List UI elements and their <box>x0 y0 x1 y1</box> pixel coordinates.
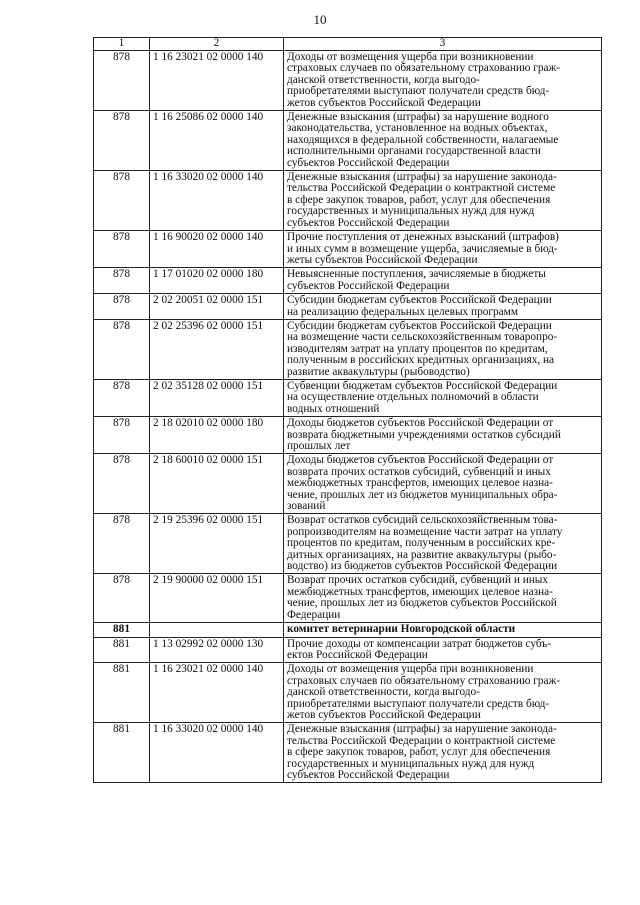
description-line: Субсидии бюджетам субъектов Российской Федерации <box>287 294 552 307</box>
revenue-code-cell: 2 02 25396 02 0000 151 <box>150 319 284 379</box>
table-row <box>94 51 602 111</box>
table-row <box>94 294 602 320</box>
description-line: данской ответственности, когда выгодо- <box>287 686 480 699</box>
description-cell <box>284 514 602 574</box>
description-line: прошлых лет <box>287 440 351 452</box>
description-line: на осуществление отдельных полномочий в области <box>287 391 539 404</box>
section-header-row <box>94 623 602 637</box>
revenue-code-cell: 1 13 02992 02 0000 130 <box>150 637 284 663</box>
description-line: субъектов Российской Федерации <box>287 768 450 781</box>
revenue-code-cell: 1 16 33020 02 0000 140 <box>150 723 284 783</box>
description-cell <box>284 417 602 454</box>
description-line: Федерации <box>287 608 341 621</box>
header-column-3: 3 <box>284 38 602 51</box>
description-line: Доходы бюджетов субъектов Российской Федерации от <box>287 454 554 467</box>
description-line: тельства Российской Федерации о контрактной системе <box>287 182 556 195</box>
revenue-codes-table <box>93 37 602 783</box>
description-cell <box>284 663 602 723</box>
admin-code-cell: 878 <box>94 268 150 294</box>
description-cell <box>284 171 602 231</box>
admin-code-cell: 881 <box>94 623 150 637</box>
description-line: процентов по кредитам, полученным в российских кре- <box>287 537 556 550</box>
description-line: и иных сумм в возмещение ущерба, зачисляемые в бюд- <box>287 242 558 255</box>
revenue-code-cell: 1 17 01020 02 0000 180 <box>150 268 284 294</box>
table-row <box>94 723 602 783</box>
description-line: субъектов Российской Федерации <box>287 156 450 169</box>
page-number: 10 <box>313 12 327 27</box>
table-header-row <box>94 38 602 51</box>
description-line: зований <box>287 500 326 513</box>
description-cell <box>284 111 602 171</box>
admin-code-cell: 878 <box>94 294 150 320</box>
revenue-code-cell: 2 19 25396 02 0000 151 <box>150 514 284 574</box>
admin-code-cell: 881 <box>94 637 150 663</box>
description-cell <box>284 268 602 294</box>
revenue-code-cell: 2 18 60010 02 0000 151 <box>150 454 284 514</box>
description-line: полученным в российских кредитных организациях, на <box>287 354 555 367</box>
description-line: субъектов Российской Федерации <box>287 279 450 292</box>
admin-code-cell: 878 <box>94 319 150 379</box>
description-line: на реализацию федеральных целевых программ <box>287 305 518 318</box>
revenue-code-cell: 2 19 90000 02 0000 151 <box>150 574 284 623</box>
admin-code-cell: 878 <box>94 514 150 574</box>
description-line: Субвенции бюджетам субъектов Российской Федерации <box>287 379 558 392</box>
description-line: Возврат прочих остатков субсидий, субвенций и иных <box>287 574 549 587</box>
table-row <box>94 663 602 723</box>
table-row <box>94 111 602 171</box>
description-cell <box>284 294 602 320</box>
description-line: изводителям затрат на уплату процентов по кредитам, <box>287 342 548 355</box>
description-line: ектов Российской Федерации <box>287 648 428 661</box>
description-line: Субсидии бюджетам субъектов Российской Федерации <box>287 319 552 332</box>
description-line: государственных и муниципальных нужд для нужд <box>287 205 535 218</box>
description-line: Прочие доходы от компенсации затрат бюджетов субъ- <box>287 637 551 650</box>
description-line: субъектов Российской Федерации <box>287 216 450 229</box>
revenue-code-cell: 1 16 25086 02 0000 140 <box>150 111 284 171</box>
description-line: жетов субъектов Российской Федерации <box>287 96 481 109</box>
description-line: жетов субъектов Российской Федерации <box>287 708 481 721</box>
description-line: чение, прошлых лет из бюджетов муниципальных обра- <box>287 488 558 501</box>
description-line: межбюджетных трансфертов, имеющих целевое назна- <box>287 477 553 490</box>
table-row <box>94 319 602 379</box>
revenue-code-cell: 1 16 23021 02 0000 140 <box>150 663 284 723</box>
description-line: страховых случаев по обязательному страхованию граж- <box>287 62 561 75</box>
description-line: чение, прошлых лет из бюджетов субъектов Российской <box>287 597 557 610</box>
description-line: дитных организациях, на развитие аквакультуры (рыбо- <box>287 548 557 561</box>
table-row <box>94 417 602 454</box>
description-line: тельства Российской Федерации о контрактной системе <box>287 734 556 747</box>
description-line: государственных и муниципальных нужд для нужд <box>287 757 535 770</box>
description-line: возврата бюджетными учреждениями остатков субсидий <box>287 428 561 441</box>
description-line: Прочие поступления от денежных взысканий (штрафов) <box>287 231 559 244</box>
description-line: межбюджетных трансфертов, имеющих целевое назна- <box>287 585 553 598</box>
table-body <box>94 51 602 783</box>
description-line: исполнительными органами государственной власти <box>287 145 541 158</box>
admin-code-cell: 878 <box>94 454 150 514</box>
description-line: находящихся в федеральной собственности, налагаемые <box>287 133 559 146</box>
section-title-cell <box>284 623 602 637</box>
revenue-code-cell: 2 02 35128 02 0000 151 <box>150 379 284 416</box>
description-line: водство) из бюджетов субъектов Российской Федерации <box>287 560 558 573</box>
description-cell <box>284 231 602 268</box>
table-row <box>94 574 602 623</box>
admin-code-cell: 878 <box>94 111 150 171</box>
admin-code-cell: 878 <box>94 171 150 231</box>
table-row <box>94 268 602 294</box>
description-line: в сфере закупок товаров, работ, услуг для обеспечения <box>287 746 551 759</box>
description-line: возврата прочих остатков субсидий, субвенций и иных <box>287 465 551 478</box>
description-line: данской ответственности, когда выгодо- <box>287 73 480 86</box>
description-line: ропроизводителям на возмещение части затрат на уплату <box>287 525 563 538</box>
table-row <box>94 454 602 514</box>
description-line: развитие аквакультуры (рыбоводство) <box>287 365 470 378</box>
table-row <box>94 171 602 231</box>
revenue-code-cell: 1 16 33020 02 0000 140 <box>150 171 284 231</box>
description-line: Невыясненные поступления, зачисляемые в бюджеты <box>287 268 546 281</box>
description-cell <box>284 454 602 514</box>
table-row <box>94 514 602 574</box>
admin-code-cell: 881 <box>94 663 150 723</box>
description-line: Денежные взыскания (штрафы) за нарушение водного <box>287 111 549 124</box>
admin-code-cell: 878 <box>94 51 150 111</box>
description-cell <box>284 574 602 623</box>
description-cell <box>284 723 602 783</box>
description-line: на возмещение части сельскохозяйственным товаропро- <box>287 331 558 344</box>
description-cell <box>284 379 602 416</box>
description-line: Доходы от возмещения ущерба при возникновении <box>287 51 534 63</box>
revenue-code-cell: 1 16 23021 02 0000 140 <box>150 51 284 111</box>
description-cell <box>284 51 602 111</box>
description-cell <box>284 319 602 379</box>
header-column-1: 1 <box>94 38 150 51</box>
description-line: Возврат остатков субсидий сельскохозяйственным това- <box>287 514 558 527</box>
table-row <box>94 379 602 416</box>
admin-code-cell: 878 <box>94 231 150 268</box>
table-row <box>94 637 602 663</box>
admin-code-cell: 878 <box>94 574 150 623</box>
description-line: приобретателями выступают получатели средств бюд- <box>287 85 550 98</box>
revenue-code-cell: 2 02 20051 02 0000 151 <box>150 294 284 320</box>
description-line: водных отношений <box>287 402 380 415</box>
description-line: Денежные взыскания (штрафы) за нарушение законода- <box>287 171 557 184</box>
admin-code-cell: 878 <box>94 417 150 454</box>
description-line: комитет ветеринарии Новгородской области <box>287 623 516 636</box>
revenue-code-cell: 1 16 90020 02 0000 140 <box>150 231 284 268</box>
description-line: жеты субъектов Российской Федерации <box>287 253 478 266</box>
revenue-code-cell: 2 18 02010 02 0000 180 <box>150 417 284 454</box>
description-line: Денежные взыскания (штрафы) за нарушение законода- <box>287 723 557 736</box>
admin-code-cell: 878 <box>94 379 150 416</box>
description-line: Доходы бюджетов субъектов Российской Федерации от <box>287 417 554 430</box>
header-column-2: 2 <box>150 38 284 51</box>
admin-code-cell: 881 <box>94 723 150 783</box>
description-cell <box>284 637 602 663</box>
description-line: Доходы от возмещения ущерба при возникновении <box>287 663 534 676</box>
table-row <box>94 231 602 268</box>
description-line: в сфере закупок товаров, работ, услуг для обеспечения <box>287 193 551 206</box>
description-line: приобретателями выступают получатели средств бюд- <box>287 697 550 710</box>
description-line: страховых случаев по обязательному страхованию граж- <box>287 674 561 687</box>
description-line: законодательства, установленное на водных объектах, <box>287 122 548 135</box>
revenue-code-cell <box>150 623 284 637</box>
